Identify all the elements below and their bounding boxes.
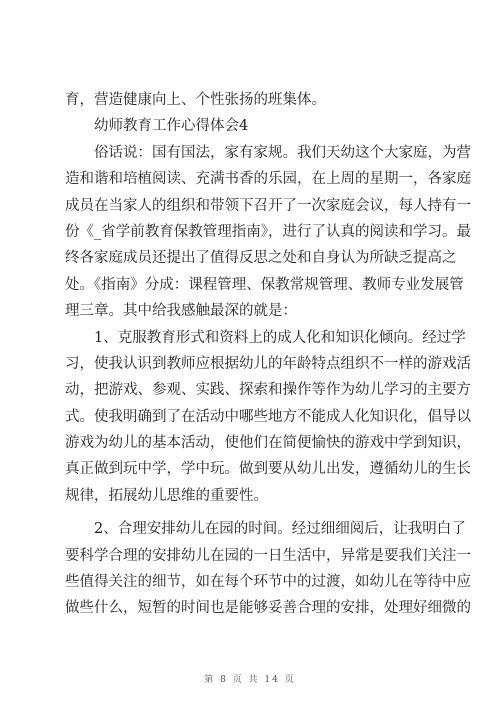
paragraph-line: 游戏为幼儿的基本活动，使他们在简便愉快的游戏中学到知识，	[65, 435, 471, 452]
page-number-footer: 第 8 页 共 14 页	[204, 675, 296, 685]
paragraph-line: 做些什么，短暂的时间也是能够妥善合理的安排，处理好细微的	[65, 600, 471, 617]
paragraph-line: 式。使我明确到了在活动中哪些地方不能成人化知识化，倡导以	[65, 408, 471, 425]
paragraph-line: 份《_省学前教育保教管理指南》，进行了认真的阅读和学习。最	[65, 223, 471, 240]
paragraph-line: 些值得关注的细节，如在每个环节中的过渡，如幼儿在等待中应	[65, 574, 471, 591]
paragraph-line: 1、克服教育形式和资料上的成人化和知识化倾向。经过学	[94, 329, 466, 346]
document-body	[65, 87, 471, 622]
paragraph-line: 育，营造健康向上、个性张扬的班集体。	[65, 92, 326, 108]
paragraph-gap	[65, 509, 433, 516]
paragraph-line: 理三章。其中给我感触最深的就是：	[65, 303, 297, 320]
paragraph-line: 规律，拓展幼儿思维的重要性。	[65, 487, 268, 504]
paragraph-line: 2、合理安排幼儿在园的时间。经过细细阅后，让我明白了	[94, 521, 466, 538]
paragraph-line: 习，使我认识到教师应根据幼儿的年龄特点组织不一样的游戏活	[65, 355, 471, 372]
paragraph-line: 造和谐和培植阅读、充满书香的乐园，在上周的星期一，各家庭	[65, 171, 471, 188]
paragraph-line: 成员在当家人的组织和带领下召开了一次家庭会议，每人持有一	[65, 197, 471, 214]
section-heading: 幼师教育工作心得体会4	[94, 118, 249, 135]
paragraph-line: 俗话说：国有国法，家有家规。我们天幼这个大家庭，为营	[94, 144, 471, 161]
paragraph-line: 终各家庭成员还提出了值得反思之处和自身认为所缺乏提高之	[65, 250, 457, 267]
paragraph-line: 动，把游戏、参观、实践、探索和操作等作为幼儿学习的主要方	[65, 382, 471, 399]
paragraph-line: 处。《指南》分成：课程管理、保教常规管理、教师专业发展管	[65, 276, 464, 293]
paragraph-line: 真正做到玩中学，学中玩。做到要从幼儿出发，遵循幼儿的生长	[65, 461, 471, 478]
paragraph-line: 要科学合理的安排幼儿在园的一日生活中，异常是要我们关注一	[65, 547, 471, 564]
